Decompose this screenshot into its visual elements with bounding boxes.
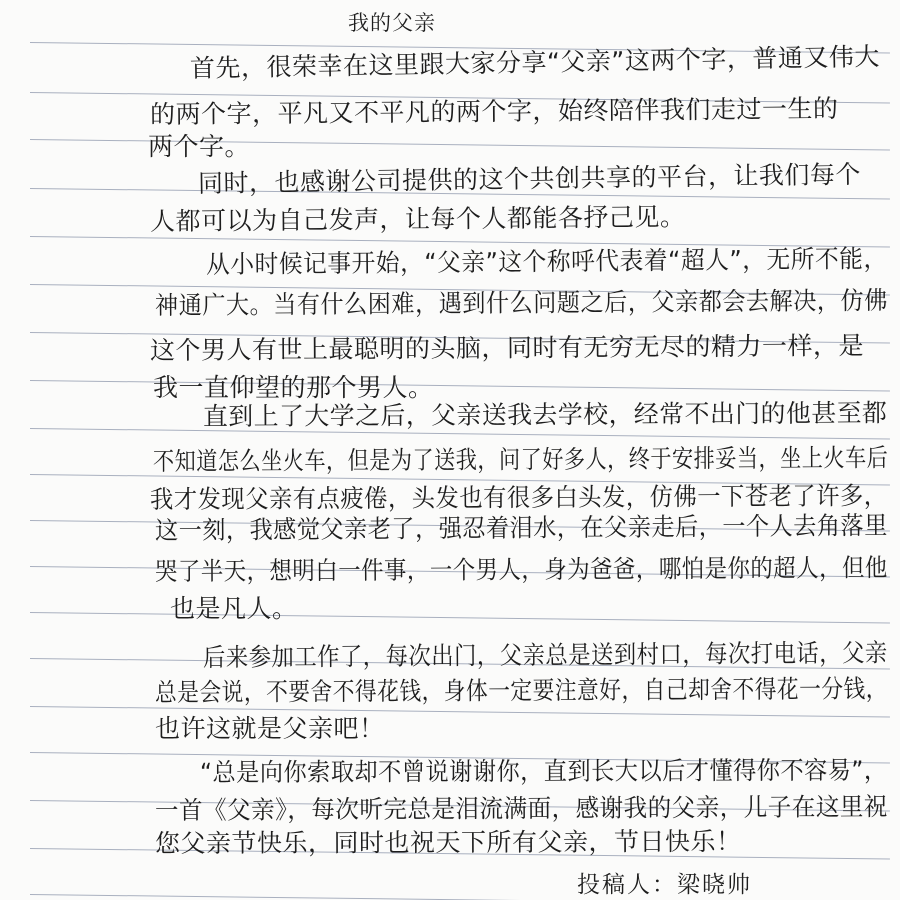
letter-line: 神通广大。当有什么困难，遇到什么问题之后，父亲都会去解决，仿佛 bbox=[154, 285, 888, 320]
letter-line: 哭了半天，想明白一件事，一个男人，身为爸爸，哪怕是你的超人，但他 bbox=[154, 553, 888, 586]
letter-line: 人都可以为自己发声，让每个人都能各抒己见。 bbox=[149, 202, 686, 236]
letter-line: 我才发现父亲有点疲倦，头发也有很多白头发，仿佛一下苍老了许多， bbox=[149, 481, 888, 514]
letter-line: 从小时候记事开始，“父亲”这个称呼代表着“超人”，无所不能， bbox=[205, 244, 888, 279]
letter-line: 一首《父亲》，每次听完总是泪流满面，感谢我的父亲，儿子在这里祝 bbox=[154, 792, 888, 825]
ruled-line bbox=[30, 894, 890, 900]
letter-line: 也是凡人。 bbox=[170, 594, 298, 623]
letter-line: 后来参加工作了，每次出门，父亲总是送到村口，每次打电话，父亲 bbox=[202, 638, 888, 672]
letter-line: 不知道怎么坐火车，但是为了送我，问了好多人，终于安排妥当，坐上火车后 bbox=[152, 443, 889, 476]
letter-line: “总是向你索取却不曾说谢谢你，直到长大以后才懂得你不容易”， bbox=[199, 755, 888, 787]
ruled-line bbox=[30, 612, 890, 624]
letter-line: 的两个字，平凡又不平凡的两个字，始终陪伴我们走过一生的 bbox=[149, 93, 839, 129]
letter-title: 我的父亲 bbox=[348, 11, 436, 35]
letter-line: 这一刻，我感觉父亲老了，强忍着泪水，在父亲走后，一个人去角落里 bbox=[154, 510, 888, 545]
letter-line: 我一直仰望的那个男人。 bbox=[153, 373, 434, 402]
letter-line: 同时，也感谢公司提供的这个共创共享的平台，让我们每个 bbox=[197, 159, 862, 198]
letter-line: 也许这就是父亲吧！ bbox=[155, 714, 385, 743]
letter-line: 首先，很荣幸在这里跟大家分享“父亲”这两个字，普通又伟大 bbox=[189, 41, 881, 83]
author-signature: 投稿人：梁晓帅 bbox=[577, 872, 752, 898]
letter-line: 您父亲节快乐，同时也祝天下所有父亲，节日快乐！ bbox=[154, 826, 742, 858]
letter-line: 这个男人有世上最聪明的头脑，同时有无穷无尽的精力一样，是 bbox=[149, 331, 865, 365]
letter-line: 直到上了大学之后，父亲送我去学校，经常不出门的他甚至都 bbox=[202, 398, 888, 431]
letter-line: 两个字。 bbox=[148, 132, 251, 161]
letter-line: 总是会说，不要舍不得花钱，身体一定要注意好，自己却舍不得花一分钱， bbox=[154, 674, 889, 707]
